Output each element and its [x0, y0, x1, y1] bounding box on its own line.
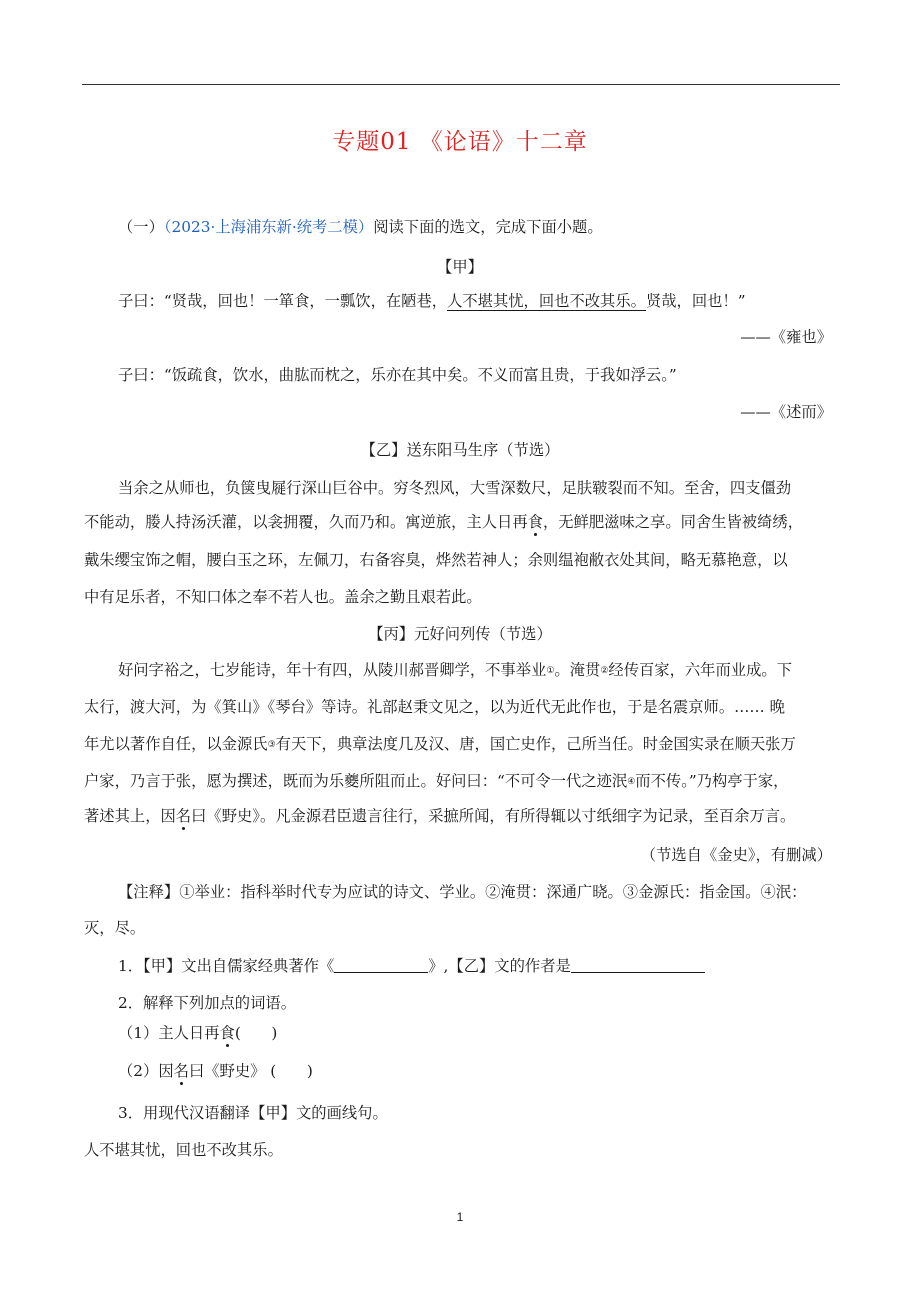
notes-line-2: 灭，尽。	[84, 919, 146, 937]
jia-source-2: ——《述而》	[740, 403, 832, 421]
footnote-1-marker: ①	[546, 666, 555, 676]
answer-paren-1[interactable]: ( )	[234, 1024, 278, 1042]
bing-line-2: 太行，渡大河，为《箕山》《琴台》等诗。礼部赵秉文见之，以为近代无此作也，于是名震京师。…… 晚	[84, 698, 785, 716]
bing-line-5-a: 著述其上，因	[84, 807, 176, 825]
question-3: 3．用现代汉语翻译【甲】文的画线句。	[118, 1104, 388, 1122]
bing-heading: 【丙】元好问列传（节选）	[368, 625, 552, 643]
bing-line-1-c: 经传百家，六年而业成。下	[608, 661, 792, 679]
answer-blank-author[interactable]	[571, 958, 705, 973]
jia-p1-end: 贤哉，回也！”	[645, 292, 746, 310]
intro-text: 阅读下面的选文，完成下面小题。	[373, 218, 603, 236]
underlined-sentence: 人不堪其忧，回也不改其乐。	[447, 292, 646, 310]
dotted-word-ming-q: 名	[173, 1062, 189, 1080]
page-number: 1	[456, 1210, 464, 1224]
jia-paragraph-2: 子曰：“饭疏食，饮水，曲肱而枕之，乐亦在其中矣。不义而富且贵，于我如浮云。”	[118, 366, 677, 384]
yi-line-3: 戴朱缨宝饰之帽，腰白玉之环，左佩刀，右备容臭，烨然若神人；余则缊袍敝衣处其间，略无慕艳意，以	[84, 551, 788, 569]
bing-line-4-a: 户家，乃言于张，愿为撰述，既而为乐夔所阻而止。好问曰：“不可令一代之迹泯	[84, 772, 628, 790]
question-3-sentence: 人不堪其忧，回也不改其乐。	[84, 1141, 283, 1159]
question-2: 2．解释下列加点的词语。	[118, 994, 296, 1012]
yi-line-2-end: ，无鲜肥滋味之享。同舍生皆被绮绣，	[542, 513, 803, 531]
question-2-2	[118, 1061, 313, 1081]
bing-line-3	[84, 734, 796, 755]
notes-line-1: 【注释】①举业：指科举时代专为应试的诗文、学业。②淹贯：深通广晓。③金源氏：指金国。④泯：	[118, 883, 807, 901]
jia-heading: 【甲】	[437, 258, 483, 276]
intro-line	[118, 217, 603, 237]
question-1-end: 》,【乙】文的作者是	[428, 957, 571, 975]
intro-prefix: （一）	[118, 218, 164, 236]
answer-paren-2[interactable]: 曰《野史》 ( )	[188, 1062, 313, 1080]
answer-blank-book[interactable]	[334, 958, 428, 973]
bing-line-4	[84, 771, 788, 792]
bing-line-1	[118, 660, 792, 681]
yi-line-2-start: 不能动，媵人持汤沃灌，以衾拥覆，久而乃和。寓逆旅，主人日再	[84, 513, 528, 531]
question-2-1	[118, 1023, 277, 1043]
bing-line-4-b: 而不传。”乃构亭于家，	[635, 772, 789, 790]
yi-line-4: 中有足乐者，不知口体之奉不若人也。盖余之勤且艰若此。	[84, 588, 482, 606]
bing-line-5	[84, 806, 795, 826]
question-1	[118, 956, 705, 976]
footnote-2-marker: ②	[600, 666, 609, 676]
yi-line-1: 当余之从师也，负箧曳屣行深山巨谷中。穷冬烈风，大雪深数尺，足肤皲裂而不知。至舍，四支僵劲	[118, 479, 792, 497]
dotted-word-shi-q: 食	[219, 1024, 235, 1042]
footnote-3-marker: ③	[267, 740, 276, 750]
yi-heading: 【乙】送东阳马生序（节选）	[360, 441, 560, 459]
header-rule	[82, 84, 840, 85]
dotted-word-ming: 名	[175, 807, 192, 825]
dotted-word-shi: 食	[527, 513, 543, 531]
jia-paragraph-1	[118, 291, 746, 311]
bing-line-3-b: 有天下，典章法度几及汉、唐，国亡史作，己所当任。时金国实录在顺天张万	[275, 735, 796, 753]
exam-source: （2023·上海浦东新·统考二模）	[163, 218, 374, 236]
question-1-start: 1．【甲】文出自儒家经典著作《	[118, 957, 335, 975]
page-title: 专题01 《论语》十二章	[332, 129, 588, 155]
bing-line-1-a: 好问字裕之，七岁能诗，年十有四，从陵川郝晋卿学，不事举业	[118, 661, 547, 679]
jia-source-1: ——《雍也》	[740, 328, 832, 346]
bing-line-3-a: 年尤以著作自任，以金源氏	[84, 735, 268, 753]
yi-line-2	[84, 512, 803, 532]
bing-source: （节选自《金史》，有删减）	[640, 846, 832, 864]
bing-line-1-b: 。淹贯	[554, 661, 601, 679]
question-2-2-start: （2）因	[118, 1062, 174, 1080]
footnote-4-marker: ④	[627, 777, 636, 787]
question-2-1-start: （1）主人日再	[118, 1024, 220, 1042]
jia-p1-start: 子曰：“贤哉，回也！一箪食，一瓢饮，在陋巷，	[118, 292, 448, 310]
bing-line-5-b: 曰《野史》。凡金源君臣遗言往行，采摭所闻，有所得辄以寸纸细字为记录，至百余万言。	[191, 807, 796, 825]
